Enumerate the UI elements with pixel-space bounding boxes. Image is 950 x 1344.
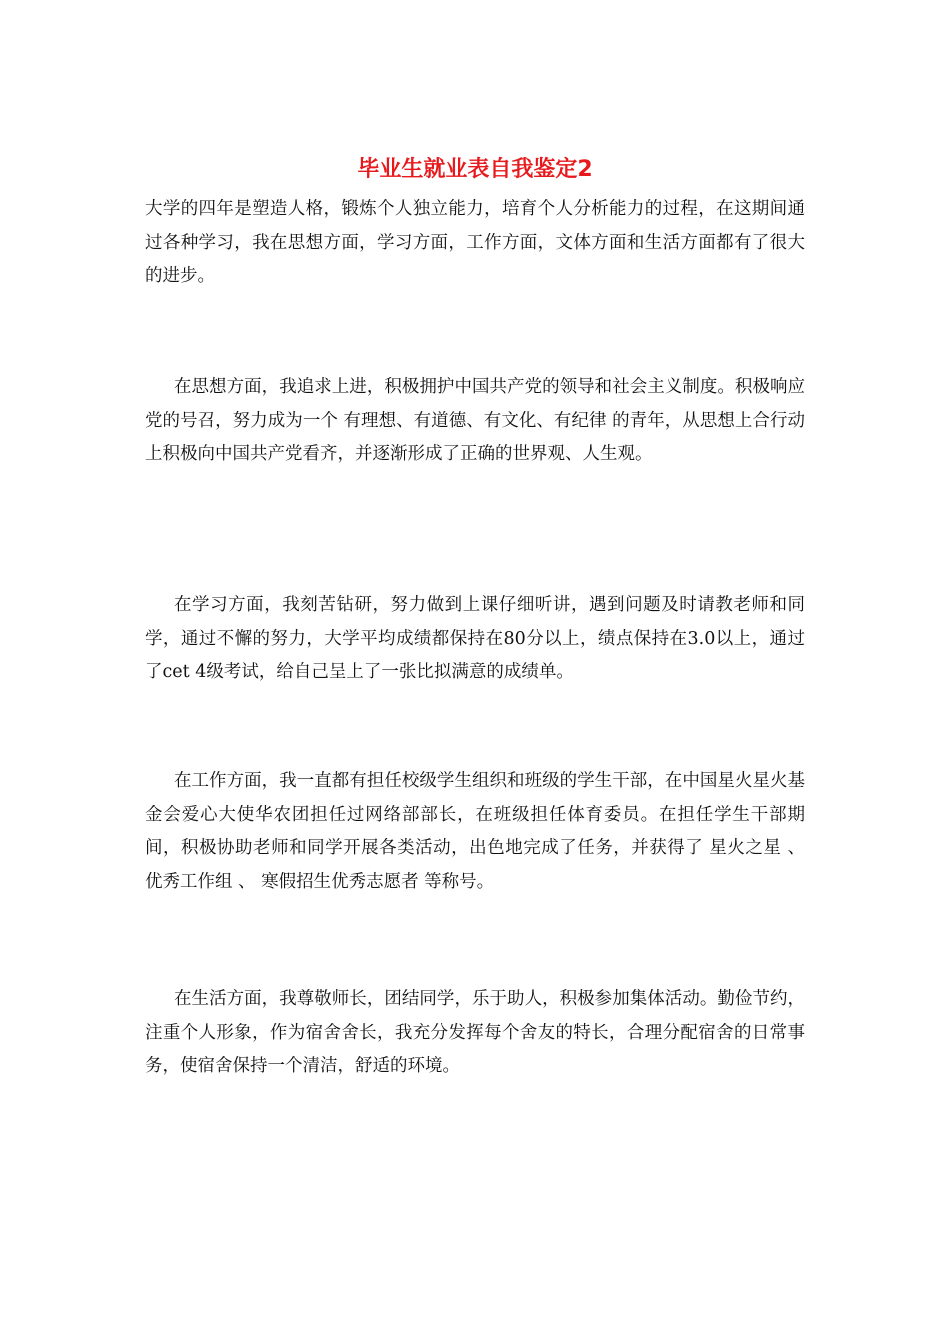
paragraph-intro: 大学的四年是塑造人格，锻炼个人独立能力，培育个人分析能力的过程，在这期间通过各种学习，我在思想方面，学习方面，工作方面，文体方面和生活方面都有了很大的进步。 (145, 199, 805, 286)
paragraph-study: 在学习方面，我刻苦钻研，努力做到上课仔细听讲，遇到问题及时请教老师和同学，通过不懈的努力，大学平均成绩都保持在80分以上，绩点保持在3.0以上，通过了cet 4级考试，给自己呈上了一张比拟满意的成绩单。 (145, 595, 805, 682)
paragraph-work: 在工作方面，我一直都有担任校级学生组织和班级的学生干部，在中国星火星火基金会爱心大使华农团担任过网络部部长，在班级担任体育委员。在担任学生干部期间，积极协助老师和同学开展各类活动，出色地完成了任务，并获得了 星火之星 、 优秀工作组 、 寒假招生优秀志愿者 等称号。 (145, 771, 805, 892)
paragraph-thought: 在思想方面，我追求上进，积极拥护中国共产党的领导和社会主义制度。积极响应党的号召，努力成为一个 有理想、有道德、有文化、有纪律 的青年，从思想上合行动上积极向中国共产党看齐，并逐渐形成了正确的世界观、人生观。 (145, 377, 805, 464)
paragraph-life: 在生活方面，我尊敬师长，团结同学，乐于助人，积极参加集体活动。勤俭节约，注重个人形象，作为宿舍舍长，我充分发挥每个舍友的特长，合理分配宿舍的日常事务，使宿舍保持一个清洁，舒适的环境。 (145, 989, 805, 1076)
document-title: 毕业生就业表自我鉴定2 (357, 157, 593, 182)
